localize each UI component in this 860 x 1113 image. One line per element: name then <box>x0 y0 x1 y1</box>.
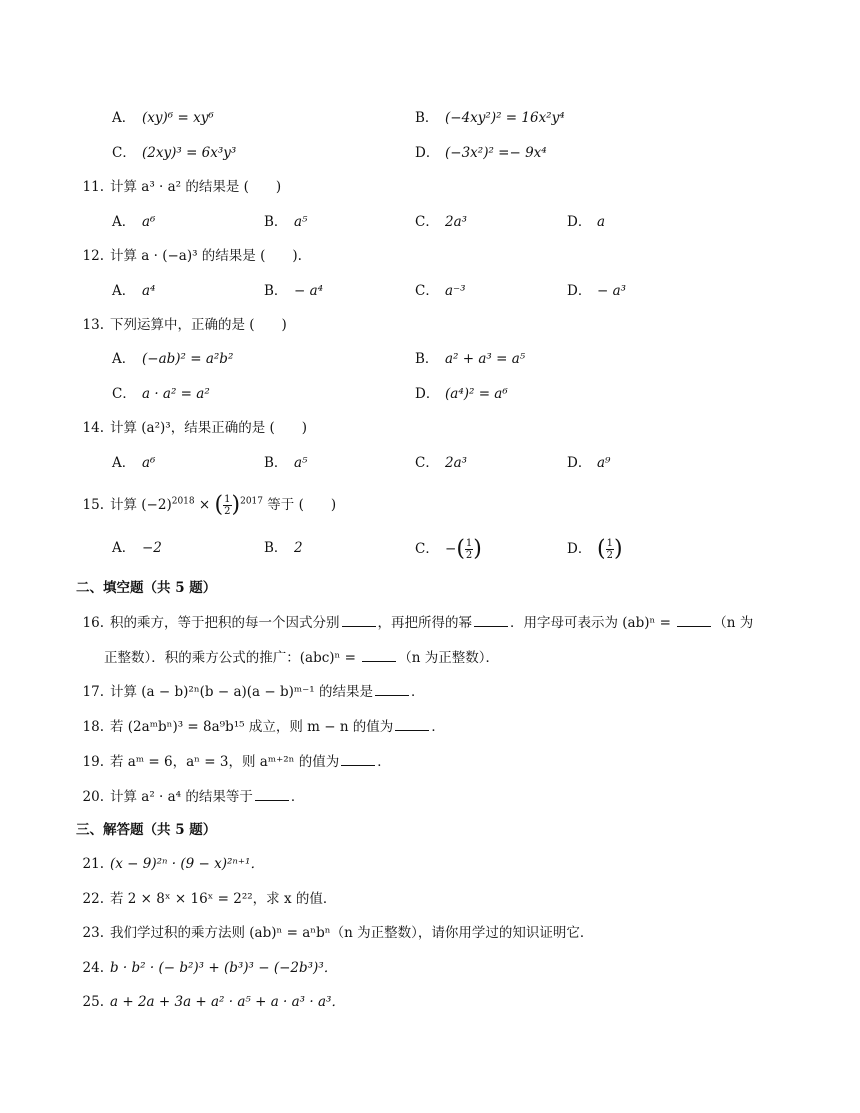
fraction-one-half: $\frac{1}{2}$ <box>465 538 473 561</box>
q11-option-d: D． a <box>567 214 606 230</box>
q10-option-c: C． (2xy)³ = 6x³y³ <box>112 145 237 161</box>
answer-blank[interactable] <box>474 612 508 627</box>
q10-option-b: B． (−4xy²)² = 16x²y⁴ <box>415 110 565 126</box>
section-heading-fill-in: 二、填空题（共 5 题） <box>76 580 217 596</box>
q15-option-d: D． ( $\frac{1}{2}$ ) <box>567 536 623 562</box>
q13-option-b: B． a² + a³ = a⁵ <box>415 351 526 367</box>
q13-option-c: C． a · a² = a² <box>112 386 210 402</box>
answer-blank[interactable] <box>341 751 375 766</box>
question-12: 12. 计算 a · (−a)³ 的结果是 ( ). <box>82 248 302 264</box>
question-15: 15. 计算 $(-2)^{2018}$ × ( $\frac{1}{2}$ )$^{2017}$ 等于 ( ) <box>82 492 337 518</box>
question-21: 21. (x − 9)²ⁿ · (9 − x)²ⁿ⁺¹． <box>82 856 264 872</box>
question-16: 16. 积的乘方，等于把积的每一个因式分别 ，再把所得的幂 ．用字母可表示为 (ab)ⁿ = （n 为 <box>80 612 753 633</box>
q12-option-c: C． a⁻³ <box>415 283 466 299</box>
q15-option-c: C． −( $\frac{1}{2}$ ) <box>415 536 482 562</box>
q14-option-d: D． a⁹ <box>567 455 611 471</box>
answer-blank[interactable] <box>375 681 409 696</box>
fraction-one-half: $\frac{1}{2}$ <box>606 538 613 561</box>
question-11: 11. 计算 a³ · a² 的结果是 ( ) <box>82 179 282 195</box>
q15-option-b: B． 2 <box>264 540 303 556</box>
question-14: 14. 计算 (a²)³，结果正确的是 ( ) <box>82 420 308 436</box>
question-25: 25. a + 2a + 3a + a² · a⁵ + a · a³ · a³． <box>82 994 345 1010</box>
q14-option-b: B． a⁵ <box>264 455 308 471</box>
question-18: 18. 若 (2aᵐbⁿ)³ = 8a⁹b¹⁵ 成立，则 m − n 的值为 ． <box>80 716 445 737</box>
q10-option-d: D． (−3x²)² =− 9x⁴ <box>415 145 547 161</box>
q11-option-c: C． 2a³ <box>415 214 468 230</box>
section-heading-solve: 三、解答题（共 5 题） <box>76 822 217 838</box>
question-24: 24. b · b² · (− b²)³ + (b³)³ − (−2b³)³． <box>82 960 338 976</box>
question-19: 19. 若 aᵐ = 6，aⁿ = 3，则 aᵐ⁺²ⁿ 的值为 ． <box>80 751 391 772</box>
answer-blank[interactable] <box>255 786 289 801</box>
q12-option-d: D． − a³ <box>567 283 627 299</box>
q11-option-a: A． a⁶ <box>112 214 156 230</box>
q10-option-a: A． (xy)⁶ = xy⁶ <box>112 110 214 126</box>
answer-blank[interactable] <box>362 647 396 662</box>
q13-option-d: D． (a⁴)² = a⁶ <box>415 386 508 402</box>
question-16-continued: 正整数）．积的乘方公式的推广：(abc)ⁿ = （n 为正整数）． <box>104 647 499 668</box>
question-23: 23. 我们学过积的乘方法则 (ab)ⁿ = aⁿbⁿ（n 为正整数），请你用学过的知识证明它． <box>82 925 594 941</box>
q14-option-a: A． a⁶ <box>112 455 156 471</box>
question-17: 17. 计算 (a − b)²ⁿ(b − a)(a − b)ᵐ⁻¹ 的结果是 ． <box>80 681 425 702</box>
answer-blank[interactable] <box>677 612 711 627</box>
fraction-one-half: $\frac{1}{2}$ <box>224 494 231 517</box>
q13-option-a: A． (−ab)² = a²b² <box>112 351 234 367</box>
answer-blank[interactable] <box>342 612 376 627</box>
question-20: 20. 计算 a² · a⁴ 的结果等于 ． <box>80 786 304 807</box>
q11-option-b: B． a⁵ <box>264 214 308 230</box>
question-22: 22. 若 2 × 8ˣ × 16ˣ = 2²²，求 x 的值． <box>82 891 337 907</box>
q12-option-a: A． a⁴ <box>112 283 156 299</box>
q14-option-c: C． 2a³ <box>415 455 468 471</box>
question-13: 13. 下列运算中，正确的是 ( ) <box>82 317 287 333</box>
answer-blank[interactable] <box>395 716 429 731</box>
q15-option-a: A． −2 <box>112 540 162 556</box>
q12-option-b: B． − a⁴ <box>264 283 324 299</box>
